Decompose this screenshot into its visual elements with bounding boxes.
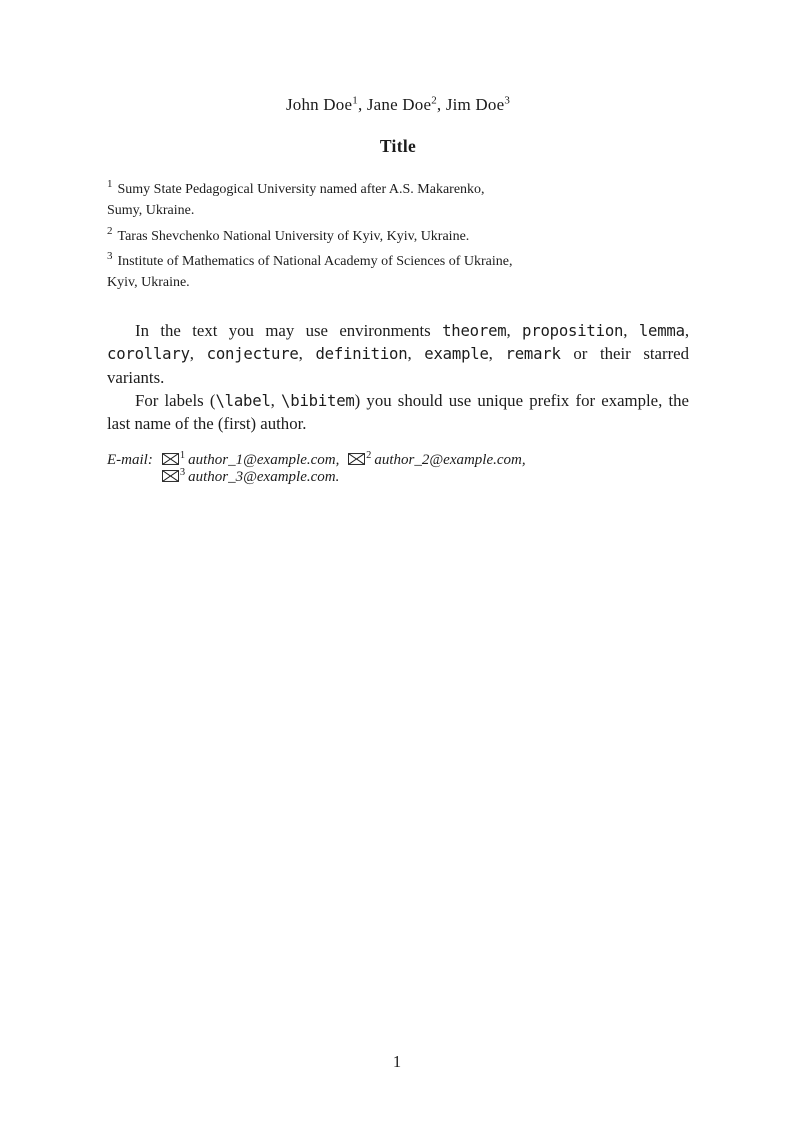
body-span: , xyxy=(684,321,690,340)
affiliation-footnotes xyxy=(107,179,689,293)
email-affiliation-mark: 3 xyxy=(179,467,186,479)
code-span: proposition xyxy=(522,322,624,340)
envelope-icon xyxy=(162,470,179,482)
footnote-marker: 2 xyxy=(107,224,113,237)
code-span: lemma xyxy=(638,322,685,340)
author-line xyxy=(107,95,689,115)
email-affiliation-mark: 1 xyxy=(179,450,186,462)
footnote-text: Institute of Mathematics of National Academy of Sciences of Ukraine, xyxy=(117,254,513,269)
body-span: or their starred variants. xyxy=(107,344,690,387)
email-entries xyxy=(162,452,590,486)
author-affiliation-mark: 3 xyxy=(504,94,511,107)
footnote-text: Taras Shevchenko National University of Kyiv, Kyiv, Ukraine. xyxy=(117,228,470,244)
author-affiliation-mark: 1 xyxy=(352,94,358,107)
code-span: \bibitem xyxy=(281,391,355,410)
footnote-text-line2: Sumy, Ukraine. xyxy=(107,203,195,218)
body-span: , xyxy=(407,344,425,364)
email-entry xyxy=(162,469,340,485)
footnote-affiliation-2 xyxy=(107,226,689,247)
email-block xyxy=(107,452,689,486)
code-span: example xyxy=(424,345,489,364)
paragraph-environments xyxy=(107,319,689,389)
body-span: , xyxy=(298,344,316,364)
code-span: definition xyxy=(315,345,408,364)
body-span: , xyxy=(488,344,506,364)
footnote-text: Sumy State Pedagogical University named after A.S. Makarenko, xyxy=(117,182,485,197)
body-text xyxy=(107,319,689,435)
code-span: remark xyxy=(505,345,561,364)
email-address: author_2@example.com, xyxy=(374,452,526,469)
body-span: , xyxy=(623,321,639,340)
code-span: theorem xyxy=(442,322,507,340)
email-address: author_3@example.com. xyxy=(188,469,340,486)
body-span: , xyxy=(506,321,523,340)
email-entry xyxy=(348,452,526,468)
author-name: John Doe xyxy=(285,95,353,114)
email-address: author_1@example.com, xyxy=(188,452,340,469)
body-span: , xyxy=(270,390,282,410)
envelope-icon xyxy=(162,453,179,465)
body-span: For labels ( xyxy=(135,390,216,410)
author-name: , Jim Doe xyxy=(436,95,505,114)
email-label: E-mail: xyxy=(107,452,153,469)
page-content xyxy=(107,0,689,486)
code-span: conjecture xyxy=(206,345,299,364)
footnote-marker: 1 xyxy=(107,178,113,191)
author-affiliation-mark: 2 xyxy=(431,94,437,107)
page-number: 1 xyxy=(392,1052,402,1071)
envelope-icon xyxy=(348,453,365,465)
footnote-text-line2: Kyiv, Ukraine. xyxy=(107,275,190,290)
paragraph-labels xyxy=(107,389,689,435)
code-span: corollary xyxy=(107,345,190,364)
body-span: In the text you may use environments xyxy=(135,321,443,340)
code-span: \label xyxy=(215,391,271,410)
body-span: , xyxy=(189,344,207,364)
body-span: ) you should use unique prefix for example, the last name of the (first) author. xyxy=(107,390,690,434)
footnote-affiliation-1 xyxy=(107,179,689,221)
page-title: Title xyxy=(379,136,417,156)
author-name: , Jane Doe xyxy=(357,95,432,114)
email-entry xyxy=(162,452,340,468)
footnote-marker: 3 xyxy=(107,250,113,263)
email-affiliation-mark: 2 xyxy=(366,450,372,462)
footnote-affiliation-3 xyxy=(107,251,689,293)
